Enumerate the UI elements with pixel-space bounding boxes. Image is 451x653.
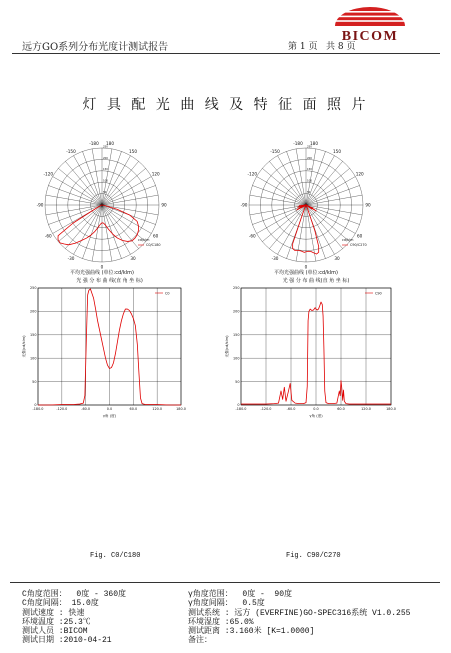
gamma-angle-range: γ角度范围： 0度 - 90度 xyxy=(188,590,293,599)
test-distance: 测试距离 :3.160米 [K=1.0000] xyxy=(188,627,315,637)
polar-legend-unit: cd/klm xyxy=(342,238,354,242)
y-tick-label: 250 xyxy=(233,286,240,291)
polar-angle-label: 180 xyxy=(310,141,318,146)
x-tick-label: 180.0 xyxy=(386,407,396,411)
tester: 测试人员 :BICOM xyxy=(22,627,88,637)
y-tick-label: 0 xyxy=(34,403,37,408)
x-tick-label: 120.0 xyxy=(361,407,371,411)
figure-caption-left: Fig. C0/C180 xyxy=(90,552,141,560)
footer-divider xyxy=(10,582,440,583)
x-axis-label: γ角 (度) xyxy=(309,414,323,418)
polar-radial-tick-label: 100 xyxy=(103,179,108,183)
c-angle-interval: C角度间隔： 15.0度 xyxy=(22,599,99,609)
polar-radial-tick-label: 50 xyxy=(103,191,107,194)
polar-angle-label: -90 xyxy=(240,202,248,208)
polar-subtitle: 平均光强曲线 (单位:cd/klm) xyxy=(70,270,134,276)
polar-angle-label: -60 xyxy=(248,233,256,239)
polar-angle-label: 150 xyxy=(333,148,341,154)
polar-radial-tick-label: 150 xyxy=(103,168,108,172)
footer-right-column xyxy=(188,590,410,646)
x-tick-label: 60.0 xyxy=(337,407,345,411)
line-chart-title: 光 强 分 布 曲 线(直 角 坐 标) xyxy=(76,278,143,284)
logo-wordmark: BICOM xyxy=(341,29,399,43)
y-axis-label: 光强(cd/klm) xyxy=(225,335,229,358)
x-tick-label: -180.0 xyxy=(32,407,44,411)
polar-angle-label: 120 xyxy=(151,171,160,177)
polar-intensity-curve xyxy=(293,205,319,255)
x-tick-label: -60.0 xyxy=(286,407,296,411)
polar-angle-label: -30 xyxy=(67,256,75,262)
polar-angle-label: 120 xyxy=(355,171,364,177)
ambient-temperature: 环境温度 :25.3℃ xyxy=(22,617,91,627)
polar-radial-tick-label: 50 xyxy=(307,191,311,194)
polar-legend-label: C0/C180 xyxy=(146,243,161,248)
polar-radial-tick-label: 200 xyxy=(307,156,312,160)
x-tick-label: 60.0 xyxy=(129,407,138,411)
y-tick-label: 100 xyxy=(30,356,37,361)
y-tick-label: 200 xyxy=(30,309,37,314)
polar-angle-label: 0 xyxy=(304,264,308,270)
y-tick-label: 200 xyxy=(233,309,240,314)
y-tick-label: 250 xyxy=(30,286,37,291)
test-speed: 测试速度 : 快速 xyxy=(22,608,85,618)
polar-angle-label: 30 xyxy=(130,256,136,262)
polar-radial-tick-label: 100 xyxy=(307,179,312,183)
legend-label: C90 xyxy=(375,291,382,296)
polar-radial-tick-label: 250 xyxy=(307,145,312,149)
x-tick-label: -180.0 xyxy=(235,407,247,411)
document-title: 灯 具 配 光 曲 线 及 特 征 面 照 片 xyxy=(82,97,369,113)
polar-angle-label: 60 xyxy=(153,233,159,239)
x-tick-label: 180.0 xyxy=(176,407,186,411)
polar-angle-label: -120 xyxy=(247,171,258,177)
polar-subtitle: 平均光强曲线 (单位:cd/klm) xyxy=(274,270,338,276)
x-tick-label: 0.0 xyxy=(106,407,113,411)
polar-legend-unit: cd/klm xyxy=(138,238,150,242)
polar-angle-label: -90 xyxy=(36,202,44,208)
polar-angle-label: 60 xyxy=(357,233,363,239)
polar-angle-label: -150 xyxy=(270,148,280,154)
y-tick-label: 150 xyxy=(233,333,240,337)
test-date: 测试日期 :2010-04-21 xyxy=(22,636,112,646)
y-tick-label: 150 xyxy=(30,333,37,337)
y-tick-label: 50 xyxy=(32,379,37,384)
polar-angle-label: 90 xyxy=(365,202,371,208)
footer-left-column xyxy=(22,590,126,646)
page-indicator: 第 1 页 共 8 页 xyxy=(288,42,356,52)
test-system: 测试系统 : 远方 (EVERFINE)GO-SPEC316系统 V1.0.255 xyxy=(188,608,411,618)
remarks: 备注： xyxy=(188,636,212,646)
polar-radial-tick-label: 150 xyxy=(307,168,312,172)
report-header-title: 远方GO系列分布光度计测试报告 xyxy=(22,42,169,53)
polar-angle-label: -30 xyxy=(271,256,279,262)
c-angle-range: C角度范围： 0度 - 360度 xyxy=(22,590,127,599)
polar-legend-label: C90/C270 xyxy=(350,243,367,248)
polar-angle-label: -120 xyxy=(43,171,54,177)
x-axis-label: γ角 (度) xyxy=(102,414,117,418)
gamma-angle-interval: γ角度间隔： 0.5度 xyxy=(188,599,265,609)
polar-angle-label: 90 xyxy=(161,202,167,208)
x-tick-label: -60.0 xyxy=(81,407,91,411)
figure-caption-right: Fig. C90/C270 xyxy=(286,552,341,560)
polar-angle-label: 150 xyxy=(129,148,137,154)
x-tick-label: -120.0 xyxy=(56,407,68,411)
line-chart-title: 光 强 分 布 曲 线(直 角 坐 标) xyxy=(282,278,350,284)
polar-angle-label: -180 xyxy=(89,141,99,146)
polar-intensity-curve xyxy=(58,205,139,245)
polar-angle-label: -180 xyxy=(293,141,303,146)
polar-angle-label: 0 xyxy=(100,264,104,270)
x-tick-label: 120.0 xyxy=(152,407,163,411)
y-tick-label: 50 xyxy=(235,379,240,384)
polar-radial-tick-label: 200 xyxy=(103,156,108,160)
y-tick-label: 0 xyxy=(237,403,240,408)
polar-angle-label: 30 xyxy=(334,256,340,262)
x-tick-label: -120.0 xyxy=(260,407,272,411)
polar-angle-label: 180 xyxy=(106,141,114,146)
polar-angle-label: -150 xyxy=(66,148,76,154)
legend-label: C0 xyxy=(165,291,170,296)
polar-angle-label: -60 xyxy=(44,233,52,239)
x-tick-label: 0.0 xyxy=(313,407,319,411)
polar-radial-tick-label: 250 xyxy=(103,145,108,149)
y-tick-label: 100 xyxy=(233,356,240,361)
ambient-humidity: 环境湿度 :65.0% xyxy=(188,617,254,627)
y-axis-label: 光强(cd/klm) xyxy=(22,335,26,358)
